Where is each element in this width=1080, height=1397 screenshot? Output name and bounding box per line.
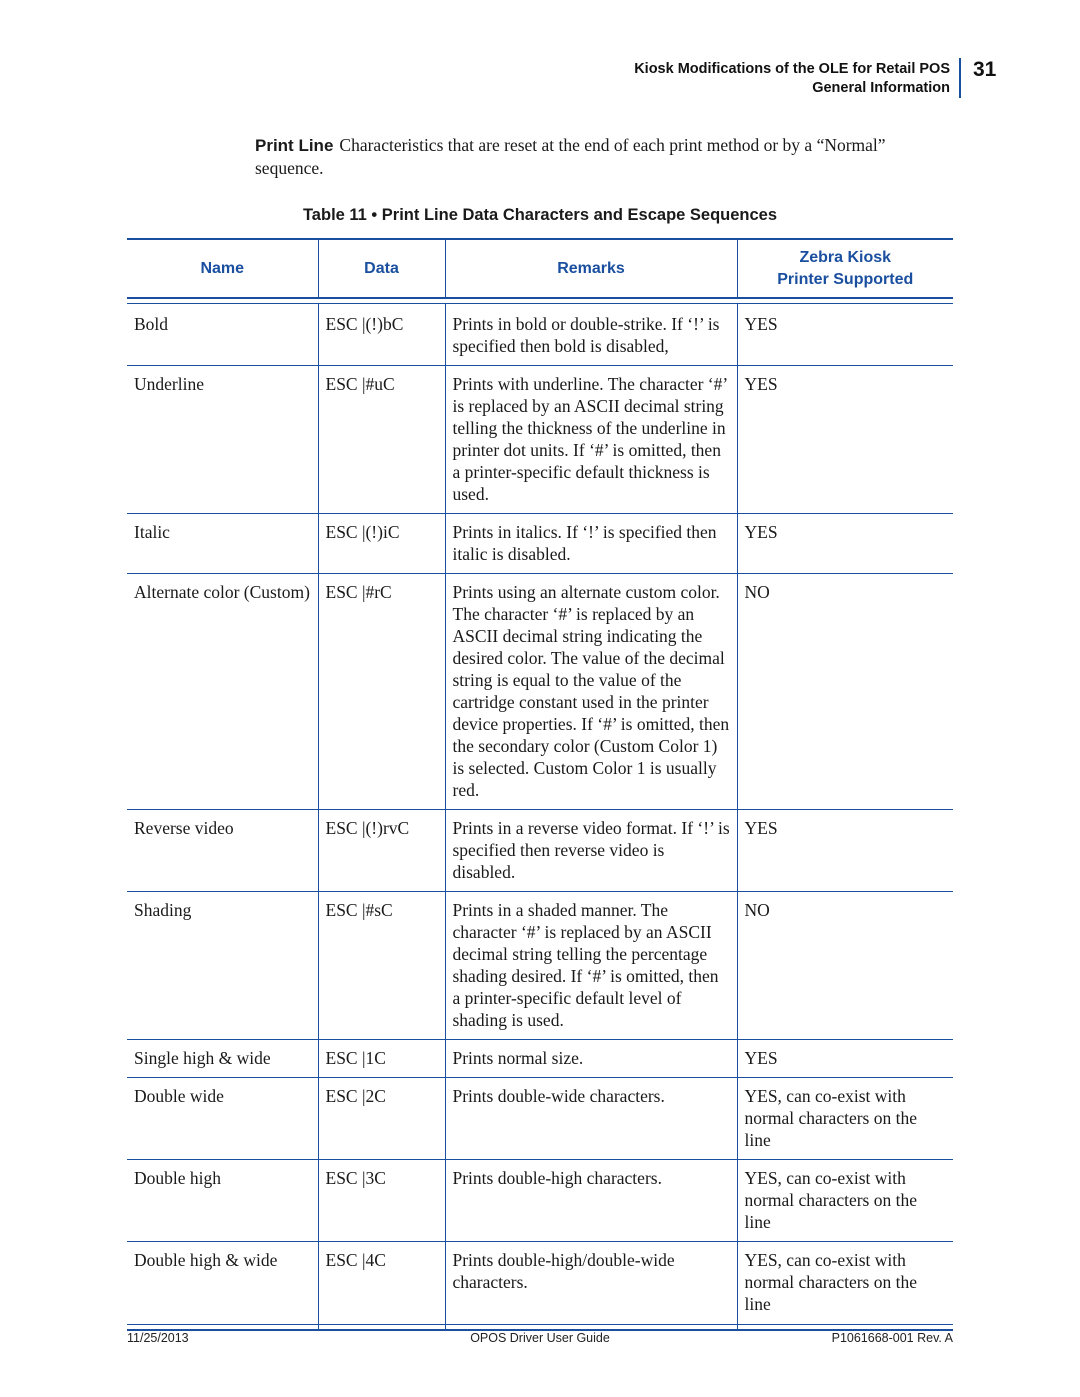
cell-remarks: Prints in a shaded manner. The character ‘#’ is replaced by an ASCII decimal string telling the percentage shading desired. If ‘#’ is omitted, then a printer-specific default level of shading is used. (445, 892, 737, 1040)
cell-supported: YES (737, 366, 953, 514)
page-number: 31 (973, 58, 997, 81)
cell-remarks: Prints using an alternate custom color. The character ‘#’ is replaced by an ASCII decimal string indicating the desired color. The value of the decimal string is equal to the value of the cartridge constant used in the printer device properties. If ‘#’ is omitted, then the secondary color (Custom Color 1) is selected. Custom Color 1 is usually red. (445, 574, 737, 810)
cell-remarks: Prints normal size. (445, 1040, 737, 1078)
cell-name: Double high (127, 1160, 318, 1242)
cell-supported: YES (737, 1040, 953, 1078)
cell-supported: YES (737, 810, 953, 892)
cell-supported: NO (737, 574, 953, 810)
cell-supported: YES, can co-exist with normal characters on the line (737, 1242, 953, 1331)
intro-text: Characteristics that are reset at the end of each print method or by a “Normal” sequence. (255, 135, 886, 178)
cell-name: Single high & wide (127, 1040, 318, 1078)
cell-remarks: Prints in italics. If ‘!’ is specified then italic is disabled. (445, 514, 737, 574)
cell-remarks: Prints double-high/double-wide characters. (445, 1242, 737, 1331)
column-header-data: Data (318, 239, 445, 298)
table-row (127, 810, 953, 892)
cell-name: Shading (127, 892, 318, 1040)
cell-data: ESC |#sC (318, 892, 445, 1040)
footer-guide-title: OPOS Driver User Guide (470, 1331, 610, 1345)
cell-data: ESC |(!)bC (318, 304, 445, 366)
header-divider (959, 58, 961, 98)
header-section-title: General Information (812, 80, 950, 96)
cell-supported: NO (737, 892, 953, 1040)
table-row (127, 366, 953, 514)
table-row (127, 304, 953, 366)
cell-name: Underline (127, 366, 318, 514)
cell-data: ESC |3C (318, 1160, 445, 1242)
intro-term: Print Line (255, 136, 334, 155)
cell-name: Italic (127, 514, 318, 574)
cell-remarks: Prints with underline. The character ‘#’ is replaced by an ASCII decimal string telling the thickness of the underline in printer dot units. If ‘#’ is omitted, then a printer-specific default thickness is used. (445, 366, 737, 514)
column-header-supported (737, 239, 953, 298)
table-caption: Table 11 • Print Line Data Characters and Escape Sequences (302, 206, 778, 224)
header-chapter-title: Kiosk Modifications of the OLE for Retail POS (634, 61, 950, 77)
cell-supported: YES, can co-exist with normal characters on the line (737, 1160, 953, 1242)
table-row (127, 1078, 953, 1160)
cell-name: Alternate color (Custom) (127, 574, 318, 810)
table-row (127, 514, 953, 574)
supported-header-line1: Zebra Kiosk (799, 248, 892, 266)
table-header-row (127, 239, 953, 298)
cell-data: ESC |2C (318, 1078, 445, 1160)
column-header-remarks: Remarks (445, 239, 737, 298)
cell-name: Double high & wide (127, 1242, 318, 1331)
cell-data: ESC |1C (318, 1040, 445, 1078)
table-row (127, 1040, 953, 1078)
table-row (127, 1242, 953, 1331)
footer-doc-number: P1061668-001 Rev. A (831, 1331, 953, 1345)
column-header-name: Name (127, 239, 318, 298)
table-row (127, 892, 953, 1040)
cell-data: ESC |(!)iC (318, 514, 445, 574)
footer-divider (127, 1324, 953, 1325)
cell-data: ESC |#rC (318, 574, 445, 810)
cell-remarks: Prints double-high characters. (445, 1160, 737, 1242)
cell-supported: YES, can co-exist with normal characters on the line (737, 1078, 953, 1160)
running-header (634, 60, 950, 98)
cell-name: Bold (127, 304, 318, 366)
cell-remarks: Prints double-wide characters. (445, 1078, 737, 1160)
footer-date: 11/25/2013 (127, 1331, 189, 1345)
cell-supported: YES (737, 304, 953, 366)
cell-data: ESC |4C (318, 1242, 445, 1331)
escape-sequence-table (127, 238, 953, 1331)
cell-remarks: Prints in a reverse video format. If ‘!’ is specified then reverse video is disabled. (445, 810, 737, 892)
cell-name: Double wide (127, 1078, 318, 1160)
supported-header-line2: Printer Supported (777, 270, 914, 288)
cell-name: Reverse video (127, 810, 318, 892)
cell-data: ESC |(!)rvC (318, 810, 445, 892)
cell-data: ESC |#uC (318, 366, 445, 514)
table-row (127, 1160, 953, 1242)
table-row (127, 574, 953, 810)
intro-paragraph (255, 134, 955, 180)
cell-remarks: Prints in bold or double-strike. If ‘!’ is specified then bold is disabled, (445, 304, 737, 366)
cell-supported: YES (737, 514, 953, 574)
